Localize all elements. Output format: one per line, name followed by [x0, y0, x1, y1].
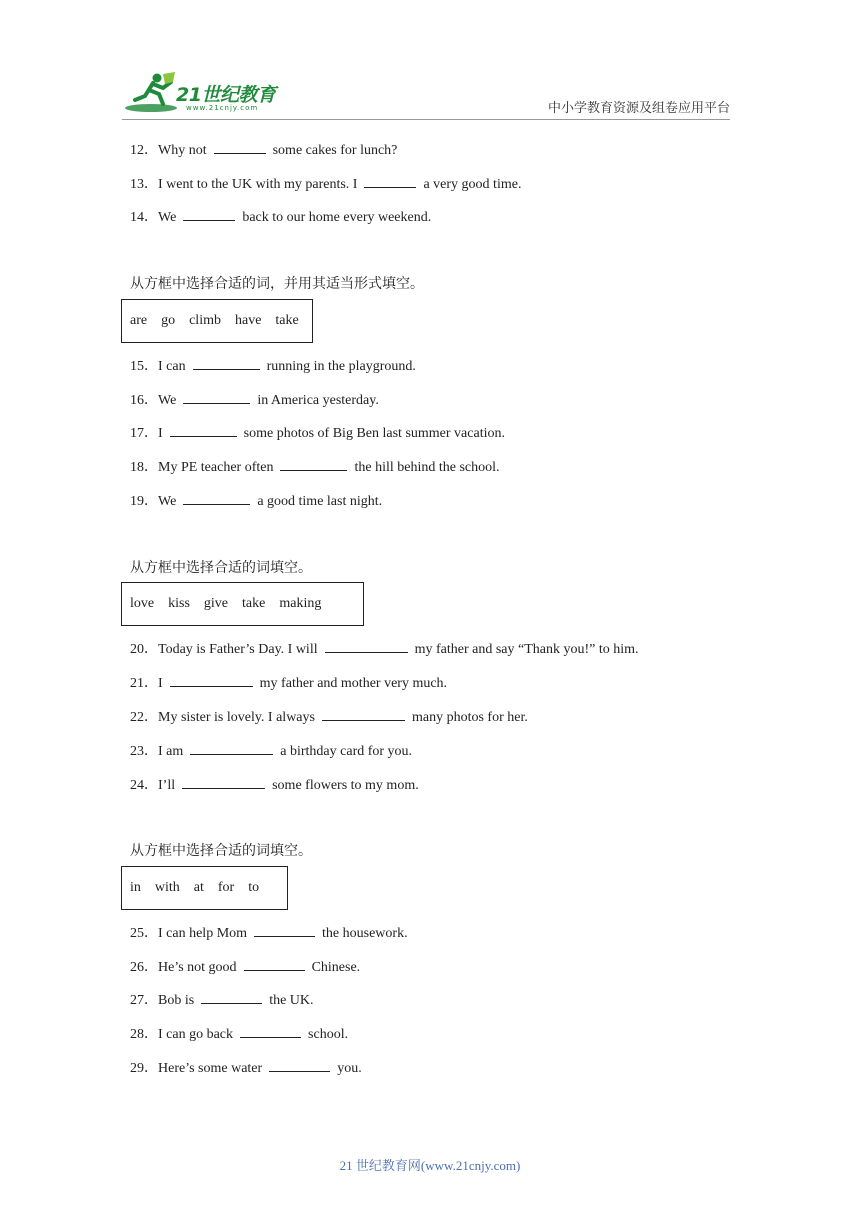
question-29: 29．Here’s some water you. — [130, 1061, 362, 1076]
answer-blank[interactable] — [183, 393, 250, 404]
question-18: 18．My PE teacher often the hill behind the school. — [130, 460, 500, 475]
page-header — [0, 0, 860, 125]
answer-blank[interactable] — [170, 426, 237, 437]
answer-blank[interactable] — [240, 1027, 301, 1038]
question-28: 28．I can go back school. — [130, 1027, 349, 1042]
word-option: kiss — [168, 596, 190, 611]
section-c-instruction: 从方框中选择合适的词填空。 — [130, 560, 312, 576]
word-option: with — [154, 880, 180, 895]
word-box-d — [121, 866, 288, 910]
question-19: 19．We a good time last night. — [130, 494, 383, 509]
question-22: 22．My sister is lovely. I always many photos for her. — [130, 710, 528, 725]
question-12: 12．Why not some cakes for lunch? — [130, 143, 398, 158]
answer-blank[interactable] — [244, 960, 305, 971]
header-divider — [122, 119, 730, 120]
word-option: in — [130, 880, 141, 895]
answer-blank[interactable] — [170, 676, 253, 687]
answer-blank[interactable] — [280, 460, 347, 471]
section-d-instruction: 从方框中选择合适的词填空。 — [130, 843, 312, 859]
answer-blank[interactable] — [214, 143, 266, 154]
answer-blank[interactable] — [190, 744, 273, 755]
question-20: 20．Today is Father’s Day. I will my father and say “Thank you!” to him. — [130, 642, 639, 657]
word-option: at — [193, 880, 204, 895]
answer-blank[interactable] — [325, 642, 408, 653]
logo-text: 21世纪教育 — [176, 84, 276, 106]
question-13: 13．I went to the UK with my parents. I a very good time. — [130, 177, 522, 192]
word-option: take — [242, 596, 266, 611]
answer-blank[interactable] — [269, 1061, 330, 1072]
word-option: have — [234, 313, 262, 328]
answer-blank[interactable] — [322, 710, 405, 721]
question-15: 15．I can running in the playground. — [130, 359, 416, 374]
word-option: love — [130, 596, 155, 611]
question-24: 24．I’ll some flowers to my mom. — [130, 778, 419, 793]
section-b-instruction: 从方框中选择合适的词，并用其适当形式填空。 — [130, 276, 424, 292]
question-17: 17．I some photos of Big Ben last summer vacation. — [130, 426, 505, 441]
header-platform-text: 中小学教育资源及组卷应用平台 — [547, 101, 730, 116]
word-option: for — [217, 880, 235, 895]
word-option: climb — [189, 313, 221, 328]
page-footer: 21 世纪教育网(www.21cnjy.com) — [339, 1158, 521, 1173]
logo-url: www.21cnjy.com — [186, 104, 259, 112]
word-option: are — [130, 313, 148, 328]
question-21: 21．I my father and mother very much. — [130, 676, 448, 691]
answer-blank[interactable] — [254, 926, 315, 937]
answer-blank[interactable] — [201, 993, 262, 1004]
word-option: take — [275, 313, 299, 328]
question-16: 16．We in America yesterday. — [130, 393, 379, 408]
answer-blank[interactable] — [182, 778, 265, 789]
answer-blank[interactable] — [364, 177, 416, 188]
question-14: 14．We back to our home every weekend. — [130, 210, 432, 225]
word-box-b — [121, 299, 313, 343]
answer-blank[interactable] — [193, 359, 260, 370]
word-box-c — [121, 582, 364, 626]
answer-blank[interactable] — [183, 494, 250, 505]
word-option: making — [279, 596, 322, 611]
word-option: go — [161, 313, 176, 328]
word-option: to — [248, 880, 260, 895]
question-25: 25．I can help Mom the housework. — [130, 926, 408, 941]
answer-blank[interactable] — [183, 210, 235, 221]
question-26: 26．He’s not good Chinese. — [130, 960, 361, 975]
question-23: 23．I am a birthday card for you. — [130, 744, 413, 759]
question-27: 27．Bob is the UK. — [130, 993, 314, 1008]
word-option: give — [203, 596, 229, 611]
